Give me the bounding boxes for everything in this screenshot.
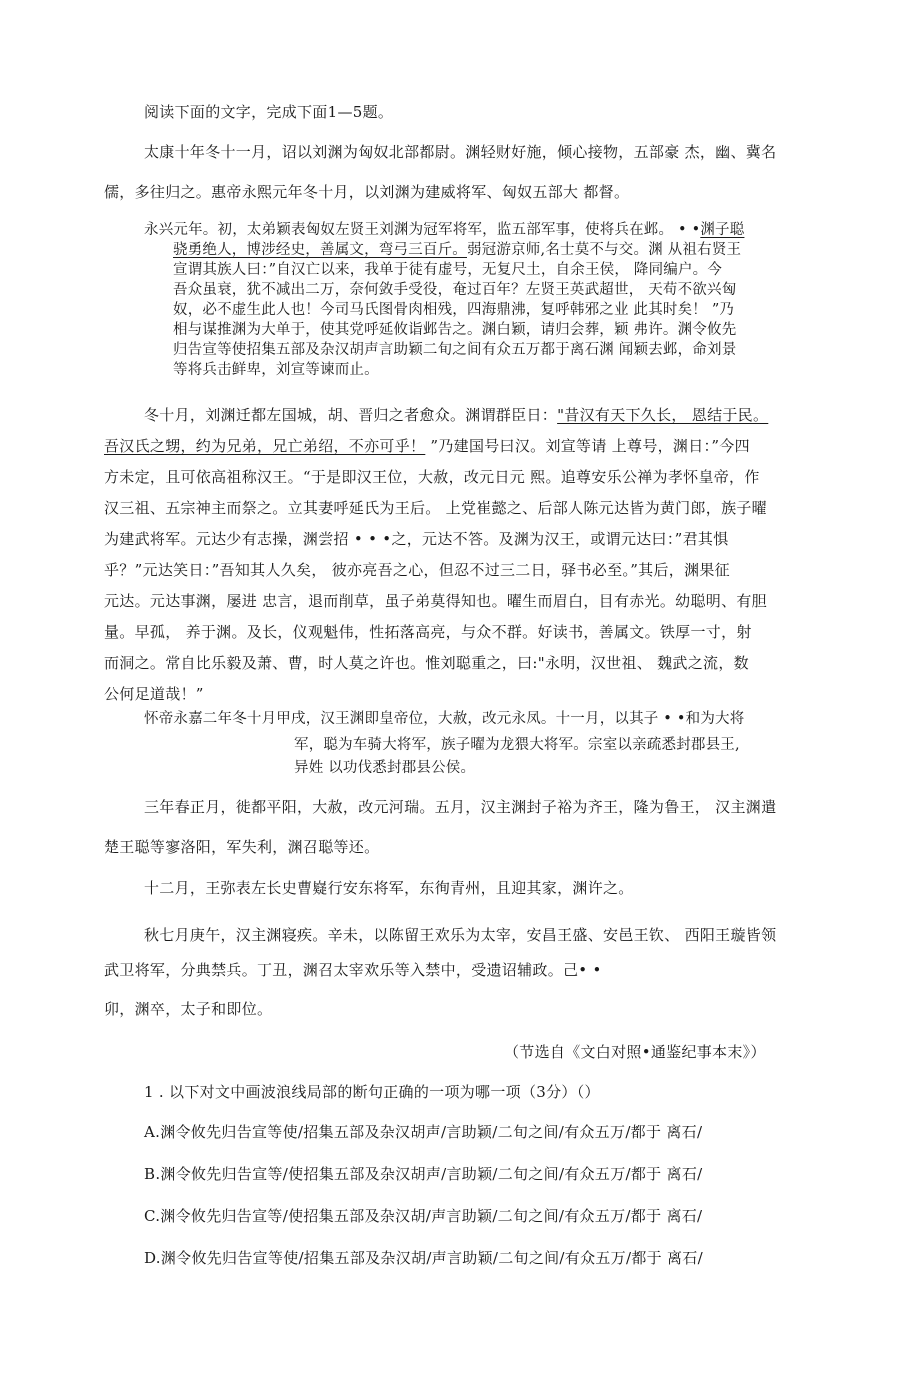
- passage-p2-line2-text: 弱冠游京师,名士莫不与交。渊 从祖右贤王: [467, 242, 742, 258]
- passage-p3-line4: 汉三祖、五宗神主而祭之。立其妻呼延氏为王后。 上党崔懿之、后部人陈元达皆为黄门郎，族子曜: [104, 499, 767, 517]
- passage-p4-line2: 军，聪为车骑大将军，族子曜为龙猥大将军。宗室以亲疏悉封郡县王,: [294, 737, 740, 753]
- passage-p3-line6: 乎？”元达笑日：”吾知其人久矣， 彼亦亮吾之心，但忍不过三二日，驿书必至。”其后，渊果征: [104, 561, 730, 579]
- option-b[interactable]: B.渊令攸先归告宣等/使招集五部及杂汉胡声/言助颖/二旬之间/有众五万/都于 离石/: [144, 1165, 703, 1183]
- wavy-underline-segment: 渊子聪: [700, 222, 745, 238]
- passage-p4-line3: 异姓 以功伐悉封郡县公侯。: [294, 760, 476, 776]
- passage-p3-line1: [144, 405, 768, 425]
- passage-p4-line1: 怀帝永嘉二年冬十月甲戌，汉王渊即皇帝位，大赦，改元永凤。十一月，以其子 • •和为大将: [144, 711, 745, 727]
- underline-segment: 吾汉氏之甥，约为兄弟，兄亡弟绍，不亦可乎！: [104, 437, 426, 455]
- passage-p2-line3: 宣谓其族人曰：”自汉亡以来，我单于徒有虚号，无复尺土，自余王侯， 降同编户。今: [173, 262, 723, 278]
- question-stem: 1 . 以下对文中画波浪线局部的断句正确的一项为哪一项（3分）（）: [144, 1083, 600, 1101]
- passage-p3-line10: 公何足道哉！”: [104, 685, 204, 703]
- passage-p2-line2: [173, 241, 741, 260]
- option-d[interactable]: D.渊令攸先归告宣等使/招集五部及杂汉胡/声言助颖/二旬之间/有众五万/都于 离石/: [144, 1249, 703, 1267]
- underline-segment: "昔汉有天下久长， 恩结于民。: [557, 406, 769, 424]
- passage-p3-line2-text: ”乃建国号曰汉。刘宣等请 上尊号，渊日：”今四: [425, 437, 750, 455]
- source-citation: （节选自《文白对照•通鉴纪事本末》）: [504, 1043, 766, 1061]
- passage-p2-line4: 吾众虽衰，犹不减出二万，奈何敛手受役，奄过百年？左贤王英武超世， 天苟不欲兴匈: [173, 282, 737, 298]
- passage-p6-line1: 十二月，王弥表左长史曹嶷行安东将军，东徇青州，且迎其家，渊许之。: [144, 879, 634, 897]
- passage-p7-line1: 秋七月庚午，汉主渊寝疾。辛未，以陈留王欢乐为太宰，安昌王盛、安邑王钦、 西阳王璇皆领: [144, 926, 777, 944]
- passage-p1-line2: 儒，多往归之。惠帝永熙元年冬十月，以刘渊为建威将军、匈奴五部大 都督。: [104, 183, 630, 201]
- passage-p3-line1-text: 冬十月，刘渊迁都左国城，胡、晋归之者愈众。渊谓群臣日：: [144, 406, 558, 424]
- passage-p7-line2: 武卫将军，分典禁兵。丁丑，渊召太宰欢乐等入禁中，受遗诏辅政。己• •: [104, 961, 602, 979]
- passage-p3-line3: 方未定，且可依高祖称汉王。“于是即汉王位，大赦，改元日元 熙。追尊安乐公禅为孝怀皇帝，作: [104, 468, 760, 486]
- passage-p3-line7: 元达。元达事渊，屡进 忠言，退而削草，虽子弟莫得知也。曜生而眉白，目有赤光。幼聪明、有胆: [104, 592, 767, 610]
- passage-p3-line2: [104, 436, 750, 456]
- passage-p2-line5: 奴，必不虚生此人也！今司马氏图骨肉相残，四海鼎沸，复呼韩邪之业 此其时矣！ ”乃: [173, 302, 735, 318]
- passage-p7-line3: 卯，渊卒，太子和即位。: [104, 1000, 273, 1018]
- passage-p2-line1-text: 永兴元年。初，太弟颖表匈奴左贤王刘渊为冠军将军，监五部军事，使将兵在邺。 • •: [144, 222, 701, 238]
- wavy-underline-segment: 骁勇绝人，博涉经史，善属文，弯弓三百斤。: [173, 242, 467, 258]
- passage-p2-line1: [144, 221, 744, 240]
- instruction-text: 阅读下面的文字，完成下面1—5题。: [144, 103, 394, 121]
- passage-p5-line1: 三年春正月，徙都平阳，大赦，改元河瑞。五月，汉主渊封子裕为齐王，隆为鲁王， 汉主渊遣: [144, 798, 777, 816]
- option-c[interactable]: C.渊令攸先归告宣等/使招集五部及杂汉胡/声言助颖/二旬之间/有众五万/都于 离石/: [144, 1207, 703, 1225]
- passage-p3-line9: 而洞之。常自比乐毅及萧、曹，时人莫之许也。惟刘聪重之，曰:"永明，汉世祖、 魏武之流，数: [104, 654, 749, 672]
- passage-p2-line6: 相与谋推渊为大单于，使其党呼延攸诣邺告之。渊白颖，请归会葬，颖 弗许。渊令攸先: [173, 322, 737, 338]
- passage-p2-line8: 等将兵击鲜卑，刘宣等谏而止。: [173, 362, 379, 378]
- passage-p1-line1: 太康十年冬十一月，诏以刘渊为匈奴北部都尉。渊轻财好施，倾心接物，五部豪 杰，幽、冀名: [144, 143, 777, 161]
- passage-p3-line5: 为建武将军。元达少有志操，渊尝招 • • •之，元达不答。及渊为汉王，或谓元达曰：”君其惧: [104, 530, 729, 548]
- passage-p3-line8: 量。早孤， 养于渊。及长，仪观魁伟，性拓落高亮，与众不群。好读书，善属文。铁厚一寸，射: [104, 623, 752, 641]
- passage-p5-line2: 楚王聪等寥洛阳，军失利，渊召聪等还。: [104, 838, 380, 856]
- passage-p2-line7: 归告宣等使招集五部及杂汉胡声言助颖二旬之间有众五万都于离石渊 闻颖去邺，命刘景: [173, 342, 737, 358]
- option-a[interactable]: A.渊令攸先归告宣等使/招集五部及杂汉胡声/言助颖/二旬之间/有众五万/都于 离石/: [144, 1123, 703, 1141]
